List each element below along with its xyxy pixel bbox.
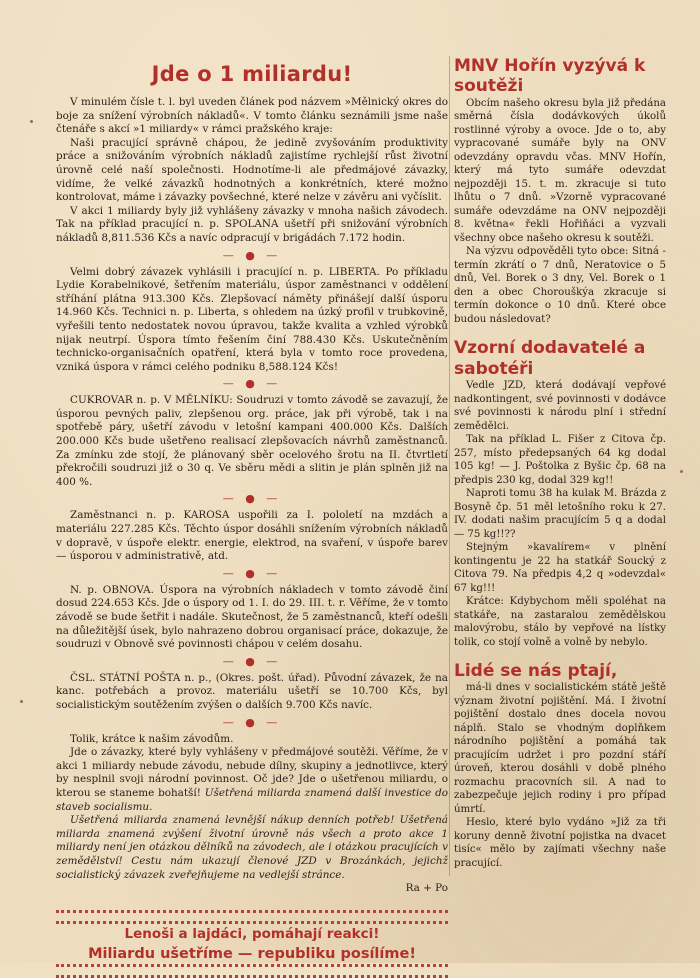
article-title: Jde o 1 miliardu! (151, 62, 353, 86)
banner-slogan-1: Lenoši a lajdáci, pomáhají reakci! (124, 926, 380, 943)
paper-speck (680, 470, 683, 473)
section-separator: — ● — (222, 492, 282, 506)
section-paragraph: Heslo, které bylo vydáno »Již za tři koruny denně životní pojistka na dvacet tisíc« mělo by zajímati všechny naše pracující. (454, 817, 666, 869)
banner-border-top (56, 910, 448, 924)
article-paragraph: Zaměstnanci n. p. KAROSA uspořili za I. pololetí na mzdách a materiálu 227.285 Kčs. Těchto úspor dosáhli snížením výrobních nákladů v dopravě, v úspoře elektr. energie, elektrod, na svaření, v úspoře barev — úsporou v administrativě, atd. (56, 509, 448, 563)
section-separator: — ● — (222, 715, 282, 729)
paper-speck (20, 700, 23, 703)
section-paragraph: Tak na příklad L. Fišer z Citova čp. 257, místo předepsaných 64 kg dodal 105 kg! — J. Poštolka z Byšic čp. 68 na předpis 230 kg, dodal 329 kg!! (454, 434, 666, 486)
article-paragraph (56, 746, 448, 814)
article-paragraph: Tolik, krátce k našim závodům. (70, 732, 234, 745)
section-title: MNV Hořín vyzývá k soutěži (454, 56, 646, 97)
section-paragraph: Vedle JZD, která dodávají vepřové nadkontingent, své povinnosti v dodávce své povinnosti k národu plní i střední zemědělci. (454, 380, 666, 432)
section-paragraph: Krátce: Kdybychom měli spoléhat na statkáře, na zastaralou zemědělskou malovýrobu, stálo by vepřové na lístky tolik, co stojí volně a volně by nebylo. (454, 596, 666, 648)
article-paragraph: V akci 1 miliardy byly již vyhlášeny závazky v mnoha našich závodech. Tak na příklad pracující n. p. SPOLANA ušetří při snižování výrobních nákladů 8,811.536 Kčs a navíc odpracují v brigádách 7.172 hodin. (56, 204, 448, 244)
right-column (454, 56, 666, 870)
article-signature: Ra + Po (405, 882, 448, 895)
section-separator: — ● — (222, 654, 282, 668)
section-title: Lidé se nás ptají, (454, 661, 618, 682)
slogan-banner (56, 910, 448, 978)
article-paragraph: Naši pracující správně chápou, že jedině zvyšováním produktivity práce a snižováním výrobních nákladů zajistíme rychlejší růst životní úrovně celé naší společnosti. Hodnotíme-li ale předmájové závazky, vidíme, že velké závazků hodnotných a konkrétních, které možno kontrolovat, máme i závazky povšechné, které nelze v závěru ani vyčíslit. (56, 136, 448, 204)
article-paragraph: Ušetřená miliarda znamená levnější nákup denních potřeb! Ušetřená miliarda znamená zvýšení životní úrovně nás všech a proto akce 1 miliardy není jen otázkou dělníků na závodech, ale i otázkou pracujících v zemědělství! Cestu nám ukazují členové JZD v Brozánkách, jejichž socialistický závazek zveřejňujeme na vedlejší stránce. (56, 814, 448, 881)
article-paragraph: Velmi dobrý závazek vyhlásili i pracující n. p. LIBERTA. Po příkladu Lydie Korabelnikové, šetřením materiálu, úspor zaměstnanci v oddělení stříhání plátna 913.300 Kčs. Zlepšovací náměty přinášejí další úsporu 14.960 Kčs. Technici n. p. Liberta, s ohledem na úzký profil v trubkovině, vyřešili tento nedostatek novou úpravou, takže kvalita a vzhled výrobků nijak neutrpí. Úspora tímto řešením činí 788.430 Kčs. Uskutečněním technicko-organisačních opatření, která byla v tomto roce provedena, vzniká úspora v rámci celého podniku 8,588.124 Kčs! (56, 265, 448, 373)
banner-border-bottom (56, 964, 448, 978)
column-divider (449, 56, 450, 876)
banner-slogan-2: Miliardu ušetříme — republiku posílíme! (88, 946, 416, 963)
section-separator: — ● — (222, 248, 282, 262)
section-separator: — ● — (222, 377, 282, 391)
section-paragraph: Naproti tomu 38 ha kulak M. Brázda z Bosyně čp. 51 měl letošního roku k 27. IV. dodati našim pracujícím 5 q a dodal — 75 kg!!?? (454, 488, 666, 540)
article-emphasis: Ušetřená miliarda znamená další investice do staveb socialismu. (56, 786, 448, 813)
article-paragraph: N. p. OBNOVA. Úspora na výrobních nákladech v tomto závodě činí dosud 224.653 Kčs. Jde o úspory od 1. I. do 29. III. t. r. Věříme, že v tomto závodě se bude šetřit i nadále. Skutečnost, že 5 zaměstnanců, kteří odešli na důležitější úsek, bylo nahrazeno dobrou organisací práce, dokazuje, že soudruzi v Obnově své povinnosti chápou v celém dosahu. (56, 583, 448, 651)
section-paragraph: Stejným »kavalírem« v plnění kontingentu je 22 ha statkář Soucký z Citova 79. Na předpis 4,2 q »odevzdal« 67 kg!!! (454, 542, 666, 594)
article-paragraph: CUKROVAR n. p. V MĚLNÍKU: Soudruzi v tomto závodě se zavazují, že úsporou pevných paliv, zlepšenou org. práce, jak při výrobě, tak i na spotřebě páry, ušetří závodu v letošní kampani 400.000 Kčs. Dalších 200.000 Kčs bude ušetřeno realisací zlepšovacích návrhů zaměstnanců. Za zmínku zde stojí, že plánovaný sběr ocelového šrotu na II. čtvrtletí překročili soudruzi již o 30 q. Ve sběru mědi a slitin je plán splněn již na 400 %. (56, 394, 448, 488)
section-paragraph: Obcím našeho okresu byla již předána směrná čísla dodávkových úkolů rostlinné výroby a ovoce. Jde o to, aby vypracované sumáře byly na ONV odevzdány opravdu včas. MNV Hořín, který má tyto sumáře odevzdat nejpozději 15. t. m. zkracuje si tuto lhůtu o 7 dnů. »Vzorně vypracované sumáře odevzdáme na ONV nejpozději 8. května« řekli Hořiňáci a vyzvali všechny obce našeho okresu k soutěži. (454, 97, 666, 244)
section-title: Vzorní dodavatelé a sabotéři (454, 338, 646, 379)
section-separator: — ● — (222, 566, 282, 580)
article-paragraph-text: Jde o závazky, které byly vyhlášeny v předmájové soutěži. Věříme, že v akci 1 miliardy nebude závodu, nebude dílny, skupiny a jednotlivce, který by nesplnil svoji národní povinnost. Oč jde? Jde o ušetřenou miliardu, o kterou se staneme bohatší! (56, 746, 448, 799)
article-paragraph: ČSL. STÁTNÍ POŠTA n. p., (Okres. pošt. úřad). Původní závazek, že na kanc. potřebách a provoz. materiálu ušetří se 10.700 Kčs, byl socialistickým soutěžením zvýšen o dalších 9.700 Kčs navíc. (56, 671, 448, 711)
section-paragraph: má-li dnes v socialistickém státě ještě význam životní pojištění. Má. I životní pojištění dostalo dnes docela novou náplň. Stalo se vhodným doplňkem národního pojištění a pomáhá tak pracujícím udržet i pro pozdní stáří úroveň, kterou dosáhli v době plného rozmachu pracovních sil. A nad to zabezpečuje jejich rodiny i pro případ úmrtí. (454, 682, 666, 815)
left-column (56, 56, 448, 978)
section-paragraph: Na výzvu odpověděli tyto obce: Sitná - termín zkrátí o 7 dnů, Neratovice o 5 dnů, Vel. Borek o 3 dny, Vel. Borek o 1 den a obec Chorouškýa zkracuje si termín dokonce o 10 dnů. Které obce budou následovat? (454, 246, 666, 325)
paper-speck (30, 120, 33, 123)
article-paragraph: V minulém čísle t. l. byl uveden článek pod názvem »Mělnický okres do boje za snížení výrobních nákladů«. V tomto článku seznámili jsme naše čtenáře s akcí »1 miliardy« v rámci pražského kraje: (56, 96, 448, 136)
